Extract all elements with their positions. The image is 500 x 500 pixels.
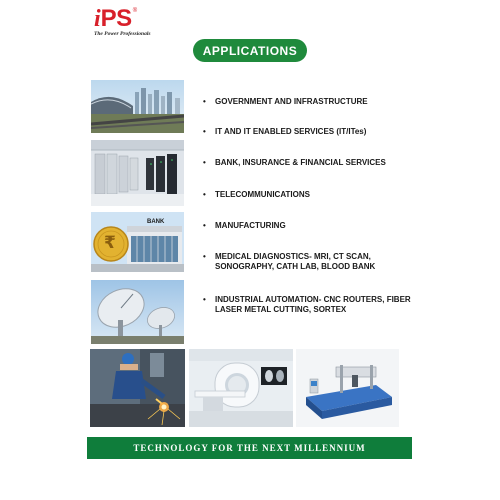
application-text: MANUFACTURING bbox=[215, 221, 286, 230]
registered-mark: ® bbox=[132, 8, 138, 14]
footer-banner bbox=[87, 437, 412, 459]
ct-scanner-photo bbox=[189, 349, 293, 427]
bullet: • bbox=[203, 127, 206, 136]
laser-cutting-photo bbox=[90, 349, 185, 427]
application-text: TELECOMMUNICATIONS bbox=[215, 190, 310, 199]
application-text: BANK, INSURANCE & FINANCIAL SERVICES bbox=[215, 158, 386, 167]
list-item bbox=[203, 295, 428, 315]
list-item bbox=[203, 127, 428, 137]
bullet: • bbox=[203, 97, 206, 106]
list-item bbox=[203, 190, 428, 200]
bank-sign-label: BANK bbox=[147, 219, 165, 225]
applications-title: APPLICATIONS bbox=[193, 39, 307, 62]
logo-letters-ps: PS bbox=[100, 5, 132, 32]
footer-tagline: TECHNOLOGY FOR THE NEXT MILLENNIUM bbox=[133, 443, 366, 453]
bullet: • bbox=[203, 295, 206, 304]
application-text: INDUSTRIAL AUTOMATION- CNC ROUTERS, FIBER LASER METAL CUTTING, SORTEX bbox=[215, 295, 411, 314]
logo-letter-i: i bbox=[94, 6, 101, 32]
logo-tagline: The Power Professionals bbox=[94, 31, 151, 37]
list-item bbox=[203, 221, 428, 231]
cnc-router-photo bbox=[296, 349, 399, 427]
list-item bbox=[203, 158, 428, 168]
list-item bbox=[203, 97, 428, 107]
application-text: MEDICAL DIAGNOSTICS- MRI, CT SCAN, SONOGRAPHY, CATH LAB, BLOOD BANK bbox=[215, 252, 376, 271]
list-item bbox=[203, 252, 428, 272]
bullet: • bbox=[203, 221, 206, 230]
satellite-dish-photo bbox=[91, 280, 184, 344]
city-skyline-photo bbox=[91, 80, 184, 133]
bullet: • bbox=[203, 252, 206, 261]
logo-mark bbox=[94, 5, 164, 32]
application-text: IT AND IT ENABLED SERVICES (IT/ITes) bbox=[215, 127, 367, 136]
application-text: GOVERNMENT AND INFRASTRUCTURE bbox=[215, 97, 368, 106]
ips-logo bbox=[94, 5, 164, 40]
bullet: • bbox=[203, 158, 206, 167]
data-center-photo bbox=[91, 140, 184, 206]
rupee-coin-icon: ₹ bbox=[104, 233, 116, 253]
bank-building-photo bbox=[91, 212, 184, 272]
bullet: • bbox=[203, 190, 206, 199]
